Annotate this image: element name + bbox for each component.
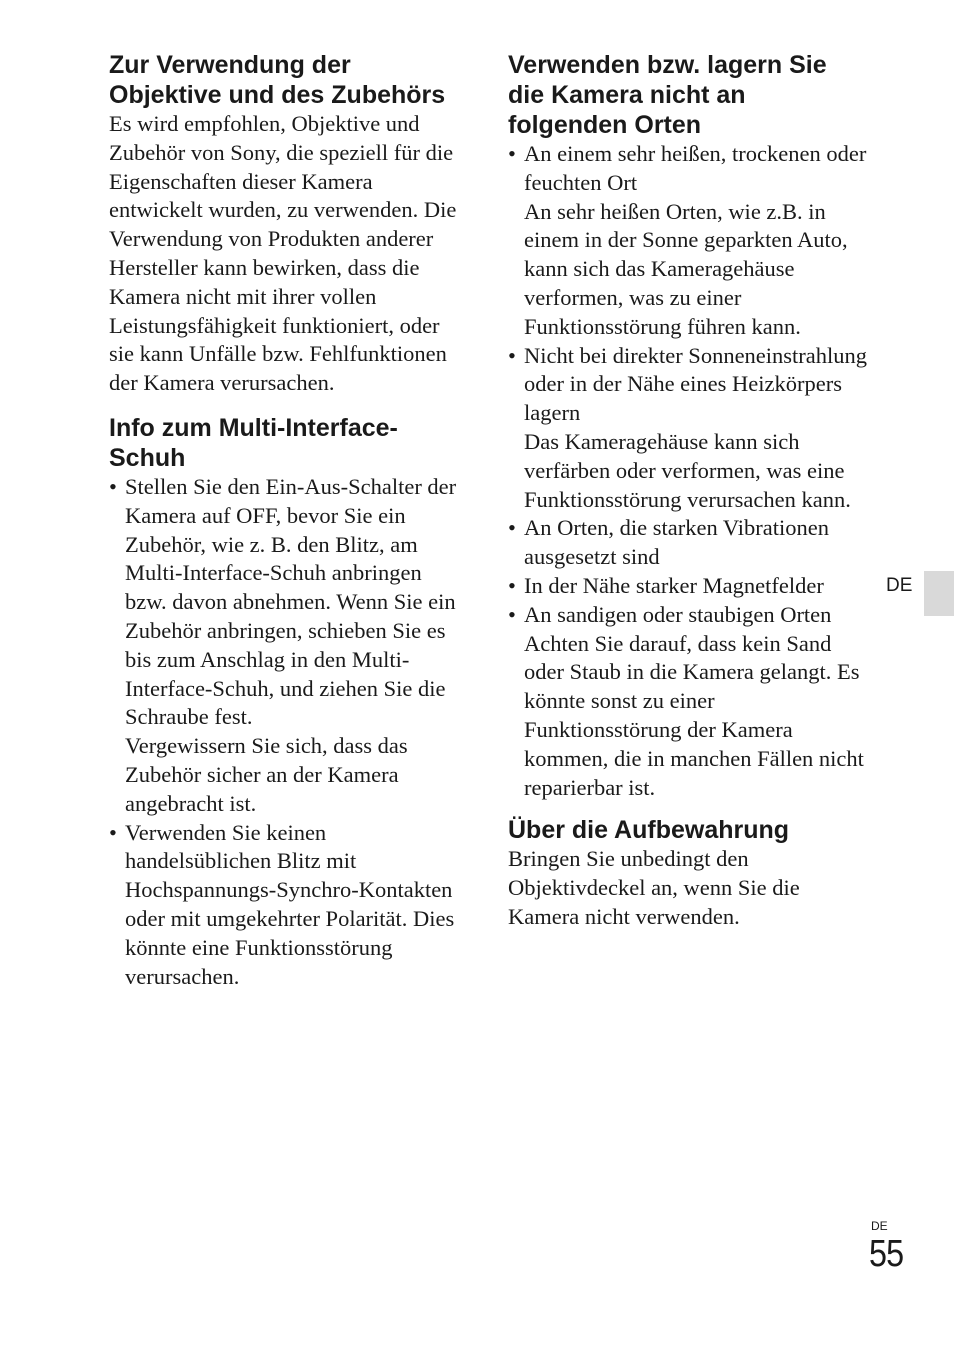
heading-storage: Über die Aufbewahrung — [508, 816, 790, 845]
list-item — [508, 572, 868, 601]
list-item — [508, 140, 868, 342]
list-item-note: Das Kameragehäuse kann sich verfärben oder verformen, was eine Funktionsstörung verursachen kann. — [524, 428, 851, 512]
bullet-glyph: • — [508, 515, 516, 541]
heading-multi-interface-shoe: Info zum Multi-Interface-Schuh — [109, 413, 398, 472]
paragraph-lenses-accessories: Es wird empfohlen, Objektive und Zubehör von Sony, die speziell für die Eigenschaften dieser Kamera entwickelt wurden, zu verwenden. Die Verwendung von Produkten anderer Hersteller kann bewirken, dass die Kamera nicht mit ihrer vollen Leistungsfähigkeit funktioniert, oder sie kann Unfälle bzw. Fehlfunktionen der Kamera verursachen. — [109, 111, 457, 396]
bullet-glyph: • — [508, 342, 516, 368]
list-item-text: Stellen Sie den Ein-Aus-Schalter der Kamera auf OFF, bevor Sie ein Zubehör, wie z. B. den Blitz, am Multi-Interface-Schuh anbringen bzw. davon abnehmen. Wenn Sie ein Zubehör anbringen, schieben Sie es bis zum Anschlag in den Multi-Interface-Schuh, und ziehen Sie die Schraube fest. — [125, 473, 457, 730]
list-item-text: Nicht bei direkter Sonneneinstrahlung oder in der Nähe eines Heizkörpers lagern — [524, 342, 868, 426]
list-item — [109, 819, 469, 992]
list-item-text: An einem sehr heißen, trockenen oder feuchten Ort — [524, 141, 867, 195]
page-language-code: DE — [871, 1219, 888, 1233]
list-storage-locations — [508, 140, 868, 802]
list-item — [508, 601, 868, 803]
list-item-note: Vergewissern Sie sich, dass das Zubehör sicher an der Kamera angebracht ist. — [125, 733, 408, 816]
bullet-glyph: • — [109, 819, 117, 845]
page-number: 55 — [869, 1233, 904, 1275]
paragraph-storage: Bringen Sie unbedingt den Objektivdeckel an, wenn Sie die Kamera nicht verwenden. — [508, 846, 800, 929]
list-item — [508, 514, 868, 572]
bullet-glyph: • — [109, 473, 117, 499]
heading-lenses-accessories: Zur Verwendung der Objektive und des Zubehörs — [109, 51, 446, 109]
list-item-text: An Orten, die starken Vibrationen ausgesetzt sind — [524, 515, 830, 570]
right-column — [508, 50, 868, 932]
list-item — [508, 342, 868, 515]
bullet-glyph: • — [508, 601, 516, 627]
list-item — [109, 473, 469, 819]
language-tab-label: DE — [886, 575, 913, 596]
list-item-text: Verwenden Sie keinen handelsüblichen Blitz mit Hochspannungs-Synchro-Kontakten oder mit umgekehrter Polarität. Dies könnte eine Funktionsstörung verursachen. — [125, 819, 455, 989]
bullet-glyph: • — [508, 141, 516, 166]
heading-storage-locations: Verwenden bzw. lagern Sie die Kamera nicht an folgenden Orten — [508, 51, 827, 139]
bullet-glyph: • — [508, 572, 516, 598]
language-tab-marker — [924, 571, 954, 616]
list-item-note: Achten Sie darauf, dass kein Sand oder Staub in die Kamera gelangt. Es könnte sonst zu einer Funktionsstörung der Kamera kommen, die in manchen Fällen nicht reparierbar ist. — [524, 630, 864, 800]
left-column — [109, 50, 469, 991]
list-item-text: In der Nähe starker Magnetfelder — [524, 572, 824, 598]
list-item-note: An sehr heißen Orten, wie z.B. in einem in der Sonne geparkten Auto, kann sich das Kameragehäuse verformen, was zu einer Funktionsstörung führen kann. — [524, 198, 848, 339]
list-multi-interface-shoe — [109, 473, 469, 991]
list-item-text: An sandigen oder staubigen Orten — [524, 601, 832, 627]
